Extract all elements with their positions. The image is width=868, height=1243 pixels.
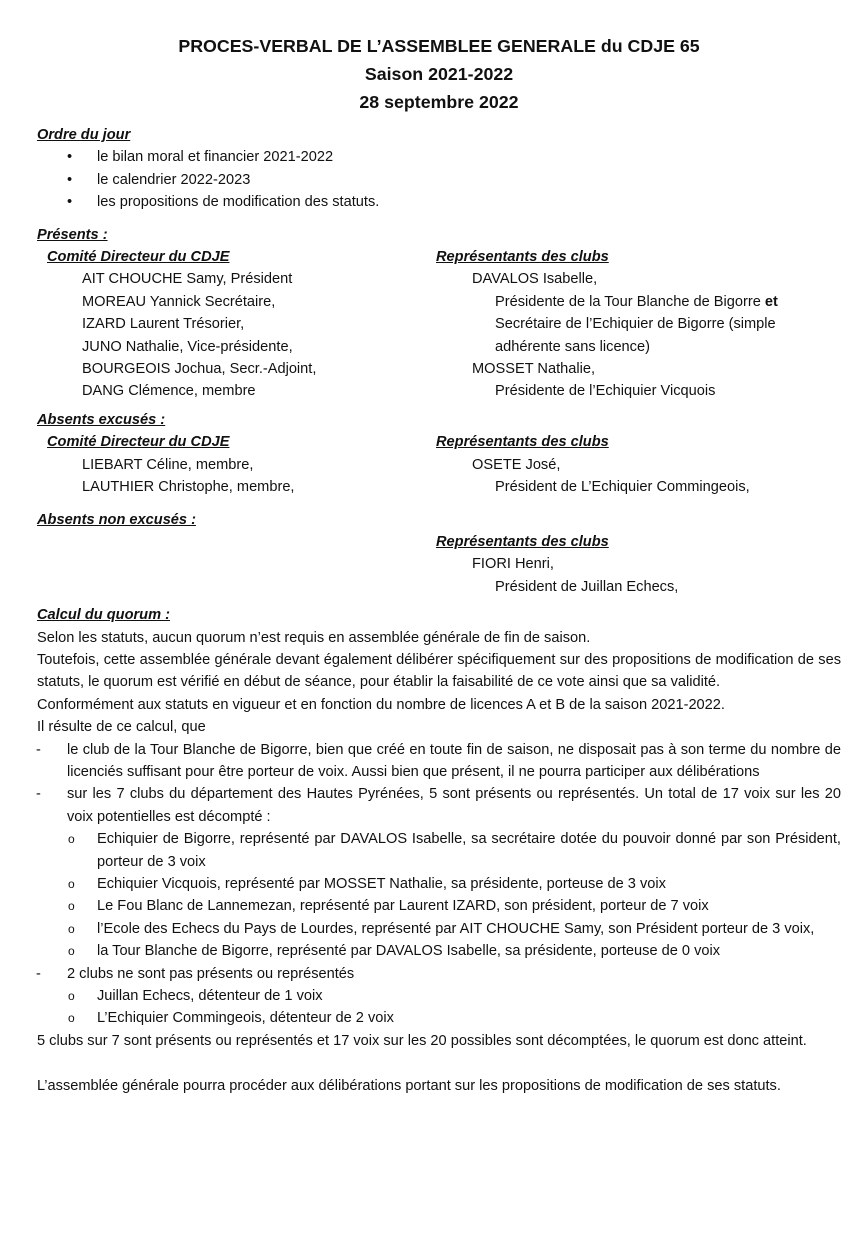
- absents-excuses-comite-column: [37, 431, 436, 498]
- presents-clubs-heading: Représentants des clubs: [436, 249, 609, 266]
- club-rep-detail: Présidente de l’Echiquier Vicquois: [495, 383, 716, 400]
- absents-non-excuses-clubs-column: [436, 531, 841, 598]
- dash-item: [37, 783, 841, 828]
- dash-item-text: 2 clubs ne sont pas présents ou représentés: [67, 965, 355, 982]
- club-rep-detail: adhérente sans licence): [495, 338, 650, 355]
- member-name: LIEBART Céline, membre,: [82, 456, 254, 473]
- agenda-item: • les propositions de modification des statuts.: [37, 191, 841, 213]
- member-name: IZARD Laurent Trésorier,: [82, 316, 245, 333]
- agenda-heading: Ordre du jour: [37, 127, 131, 143]
- paragraph: Toutefois, cette assemblée générale devant également délibérer spécifiquement sur des propositions de modification de ses statuts, le quorum est vérifié en début de séance, pour établir la faisabilité de ce vote ainsi que sa validité.: [37, 651, 841, 691]
- agenda-item: • le bilan moral et financier 2021-2022: [37, 146, 841, 168]
- member-name: BOURGEOIS Jochua, Secr.-Adjoint,: [82, 361, 317, 378]
- title-line-3: 28 septembre 2022: [359, 92, 519, 112]
- paragraph: 5 clubs sur 7 sont présents ou représentés et 17 voix sur les 20 possibles sont décomptées, le quorum est donc atteint.: [37, 1032, 807, 1049]
- dash-mark: -: [36, 786, 41, 803]
- absents-non-excuses-clubs-heading: Représentants des clubs: [436, 533, 609, 550]
- paragraph: Selon les statuts, aucun quorum n’est requis en assemblée générale de fin de saison.: [37, 629, 591, 646]
- document-title: [37, 32, 841, 116]
- member-name: JUNO Nathalie, Vice-présidente,: [82, 338, 293, 355]
- dash-item-text: le club de la Tour Blanche de Bigorre, bien que créé en toute fin de saison, ne disposait pas à son terme du nombre de licenciés suffisant pour être porteur de voix. Aussi bien que présent, il ne pourra participer aux délibérations: [67, 741, 841, 780]
- title-line-2: Saison 2021-2022: [364, 64, 514, 84]
- presents-comite-heading: Comité Directeur du CDJE: [47, 249, 230, 266]
- club-rep-name: OSETE José,: [472, 456, 561, 473]
- sub-item: [37, 1007, 841, 1029]
- club-rep-name: FIORI Henri,: [472, 556, 554, 573]
- sub-item: [37, 940, 841, 962]
- circle-bullet: o: [68, 944, 75, 959]
- member-name: AIT CHOUCHE Samy, Président: [82, 271, 293, 288]
- member-name: MOREAU Yannick Secrétaire,: [82, 293, 276, 310]
- member-name: DANG Clémence, membre: [82, 383, 256, 400]
- absents-excuses-heading: Absents excusés :: [37, 411, 166, 428]
- absents-excuses-comite-heading: Comité Directeur du CDJE: [47, 434, 230, 451]
- sub-item: [37, 828, 841, 873]
- dash-item: [37, 963, 841, 985]
- absents-non-excuses-heading: Absents non excusés :: [37, 511, 196, 528]
- circle-bullet: o: [68, 832, 75, 847]
- absents-excuses-clubs-column: [436, 431, 841, 498]
- paragraph: Conformément aux statuts en vigueur et en fonction du nombre de licences A et B de la saison 2021-2022.: [37, 696, 725, 713]
- sub-item-text: Le Fou Blanc de Lannemezan, représenté par Laurent IZARD, son président, porteur de 7 voix: [97, 898, 709, 915]
- absents-non-excuses-section: [37, 509, 841, 599]
- sub-item-text: la Tour Blanche de Bigorre, représenté par DAVALOS Isabelle, sa présidente, porteuse de 0 voix: [97, 943, 721, 960]
- presents-comite-column: [37, 246, 436, 403]
- sub-item-text: L’Echiquier Commingeois, détenteur de 2 voix: [97, 1010, 394, 1027]
- agenda-list: [37, 146, 841, 213]
- agenda-section: [37, 124, 841, 214]
- sub-item: [37, 895, 841, 917]
- circle-bullet: o: [68, 899, 75, 914]
- club-rep-detail: [436, 291, 841, 313]
- document-page: [37, 32, 841, 1097]
- circle-bullet: o: [68, 1011, 75, 1026]
- sub-item-text: Echiquier Vicquois, représenté par MOSSET Nathalie, sa présidente, porteuse de 3 voix: [97, 876, 666, 892]
- absents-excuses-section: [37, 409, 841, 499]
- absents-excuses-clubs-heading: Représentants des clubs: [436, 434, 609, 451]
- dash-mark: -: [36, 741, 41, 758]
- sub-item-text: l’Ecole des Echecs du Pays de Lourdes, représenté par AIT CHOUCHE Samy, son Président porteur de 3 voix,: [97, 920, 815, 937]
- circle-bullet: o: [68, 921, 75, 936]
- presents-section: [37, 224, 841, 403]
- club-rep-detail: Secrétaire de l’Echiquier de Bigorre (simple: [495, 316, 776, 333]
- sub-item-text: Juillan Echecs, détenteur de 1 voix: [97, 988, 323, 1005]
- club-rep-detail: Président de L’Echiquier Commingeois,: [495, 479, 750, 496]
- club-rep-detail: Président de Juillan Echecs,: [495, 578, 679, 595]
- sub-item-text: Echiquier de Bigorre, représenté par DAVALOS Isabelle, sa secrétaire dotée du pouvoir donné par son Président, porteur de 3 voix: [97, 831, 841, 870]
- title-line-1: PROCES-VERBAL DE L’ASSEMBLEE GENERALE du CDJE 65: [178, 36, 700, 56]
- club-rep-name: MOSSET Nathalie,: [472, 361, 596, 378]
- quorum-section: [37, 604, 841, 1097]
- member-name: LAUTHIER Christophe, membre,: [82, 479, 295, 496]
- paragraph: Il résulte de ce calcul, que: [37, 719, 206, 736]
- sub-item: [37, 985, 841, 1007]
- club-rep-detail-conjunction: et: [764, 293, 778, 310]
- circle-bullet: o: [68, 877, 75, 891]
- sub-item: [37, 918, 841, 940]
- presents-heading: Présents :: [37, 226, 108, 243]
- circle-bullet: o: [68, 989, 75, 1004]
- agenda-item: • le calendrier 2022-2023: [37, 169, 841, 191]
- quorum-heading: Calcul du quorum :: [37, 607, 170, 624]
- sub-item: [37, 873, 841, 895]
- presents-clubs-column: [436, 246, 841, 403]
- club-rep-detail-text: Présidente de la Tour Blanche de Bigorre: [495, 293, 765, 310]
- club-rep-name: DAVALOS Isabelle,: [472, 271, 598, 288]
- paragraph: L’assemblée générale pourra procéder aux délibérations portant sur les propositions de modification de ses statuts.: [37, 1077, 781, 1094]
- dash-item-text: sur les 7 clubs du département des Hautes Pyrénées, 5 sont présents ou représentés. Un total de 17 voix sur les 20 voix potentielles est décompté :: [67, 786, 841, 825]
- dash-item: [37, 739, 841, 784]
- dash-mark: -: [36, 965, 41, 982]
